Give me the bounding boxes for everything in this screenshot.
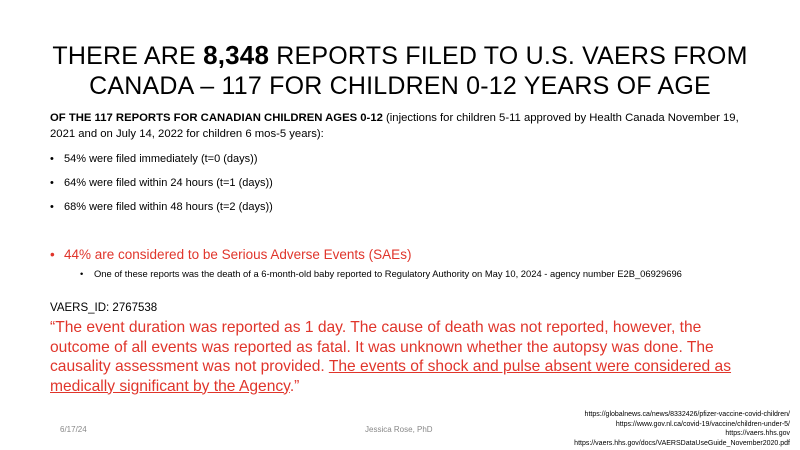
references: [410, 410, 790, 448]
list-item: • 68% were filed within 48 hours (t=2 (days)): [50, 199, 750, 223]
title-line2: CANADA – 117 FOR CHILDREN 0-12 YEARS OF AGE: [89, 72, 711, 100]
reference-link[interactable]: https://www.gov.nl.ca/covid-19/vaccine/children-under-5/: [615, 420, 790, 428]
vaers-id: VAERS_ID: 2767538: [50, 302, 158, 314]
quote-end: .”: [289, 377, 300, 395]
list-item: • 64% were filed within 24 hours (t=1 (days)): [50, 175, 750, 199]
report-quote: [50, 318, 765, 396]
intro-caps: OF THE 117 REPORTS FOR CANADIAN CHILDREN AGES 0-12: [50, 112, 383, 124]
intro-rest: (injections for children 5-11 approved by Health Canada November 19, 2021 and on July 14, 2022 for children 6 mos-5 years):: [50, 112, 739, 140]
footer-author: Jessica Rose, PhD: [365, 425, 433, 434]
death-report-bullet: • One of these reports was the death of a 6-month-old baby reported to Regulatory Authority on May 10, 2024 - agency number E2B_06929696: [80, 268, 764, 280]
title-prefix: THERE ARE: [52, 42, 204, 70]
list-item: • 54% were filed immediately (t=0 (days)): [50, 151, 750, 175]
quote-plain: “The event duration was reported as 1 day. The cause of death was not reported, however, the outcome of all events was reported as fatal. It was unknown whether the autopsy was done. The causality assessment was not provided.: [50, 319, 714, 375]
sae-bullet: • 44% are considered to be Serious Adverse Events (SAEs): [50, 246, 764, 263]
reference-link[interactable]: https://vaers.hhs.gov/docs/VAERSDataUseGuide_November2020.pdf: [574, 439, 790, 447]
stats-list: [50, 151, 750, 223]
reference-link[interactable]: https://globalnews.ca/news/8332426/pfizer-vaccine-covid-children/: [584, 411, 790, 418]
quote-underlined: The events of shock and pulse absent were considered as medically significant by the Agency: [50, 358, 732, 395]
slide-title: [40, 40, 760, 101]
footer-date: 6/17/24: [60, 425, 87, 434]
title-rest: REPORTS FILED TO U.S. VAERS FROM: [269, 42, 748, 70]
reference-link[interactable]: https://vaers.hhs.gov: [725, 430, 790, 437]
title-count: 8,348: [203, 40, 270, 70]
intro-paragraph: [50, 110, 760, 142]
